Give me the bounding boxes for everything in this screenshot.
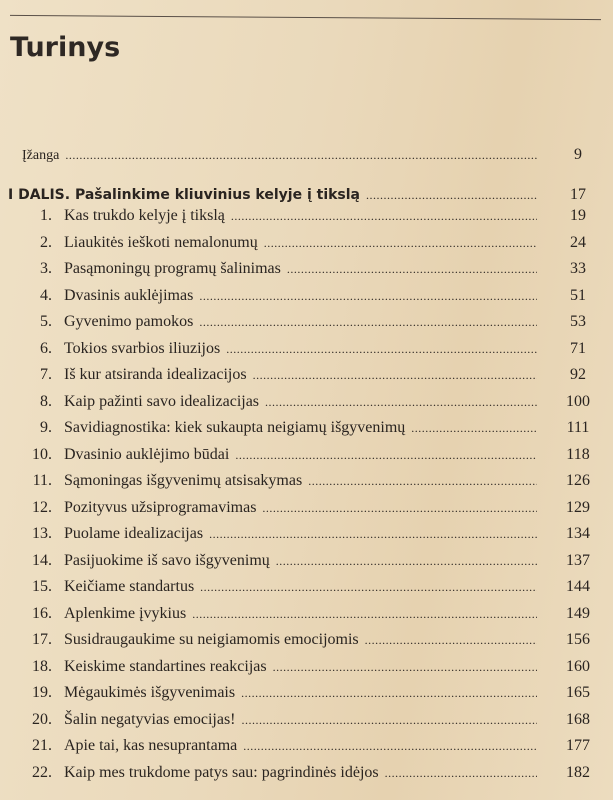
toc-entry-intro [0, 134, 613, 164]
toc-entry [0, 578, 613, 596]
entry-number: 19. [32, 684, 52, 701]
entry-label: Liaukitės ieškoti nemalonumų [64, 233, 258, 251]
toc-entry [0, 764, 613, 782]
entry-number: 14. [32, 551, 52, 569]
dot-leader [366, 186, 537, 204]
entry-number: 17. [32, 631, 52, 648]
entry-number: 22. [32, 763, 52, 781]
toc-entry [0, 313, 613, 331]
entry-number: 4. [40, 286, 52, 304]
entry-page: 129 [566, 498, 590, 516]
toc-entry [0, 419, 613, 437]
entry-label: Apie tai, kas nesuprantama [64, 737, 238, 754]
entry-page: 118 [566, 445, 590, 463]
entry-number: 7. [40, 366, 52, 383]
entry-page: 182 [566, 763, 590, 781]
toc-entry [0, 684, 613, 702]
entry-page: 165 [566, 684, 590, 701]
entry-page: 177 [566, 737, 590, 754]
entry-page: 92 [570, 366, 586, 383]
entry-page: 134 [566, 525, 590, 542]
toc-entry [0, 260, 613, 278]
entry-number: 10. [32, 445, 52, 463]
entry-page: 126 [566, 472, 590, 489]
entry-number: 12. [32, 498, 52, 516]
entry-label: Šalin negatyvias emocijas! [64, 710, 236, 728]
entry-page: 9 [574, 146, 582, 163]
entry-page: 19 [570, 207, 586, 224]
dot-leader [411, 419, 537, 437]
entry-page: 17 [570, 186, 586, 203]
entry-page: 111 [566, 419, 590, 436]
dot-leader [253, 366, 537, 384]
entry-number: 3. [40, 260, 52, 277]
entry-number: 9. [40, 419, 52, 436]
toc-entry [0, 499, 613, 517]
toc-entry [0, 234, 613, 252]
entry-page: 156 [566, 631, 590, 648]
dot-leader [226, 340, 537, 358]
entry-number: 21. [32, 737, 52, 754]
toc-entry [0, 207, 613, 225]
entry-label: Dvasinis auklėjimas [64, 286, 194, 304]
entry-label: Pasijuokime iš savo išgyvenimų [64, 551, 270, 569]
entry-label: Pozityvus užsiprogramavimas [64, 498, 257, 516]
entry-label: Gyvenimo pamokos [64, 313, 194, 330]
dot-leader [273, 658, 537, 676]
dot-leader [287, 260, 537, 278]
entry-label: Savidiagnostika: kiek sukaupta neigiamų išgyvenimų [64, 419, 406, 436]
entry-page: 160 [566, 657, 590, 675]
dot-leader [264, 234, 537, 252]
toc-entry [0, 366, 613, 384]
entry-page: 137 [566, 551, 590, 569]
entry-number: 16. [32, 604, 52, 622]
toc-entry [0, 658, 613, 676]
entry-number: 5. [40, 313, 52, 330]
entry-page: 100 [566, 392, 590, 410]
dot-leader [385, 764, 537, 782]
dot-leader [242, 711, 537, 729]
dot-leader [235, 446, 537, 464]
entry-label: Aplenkime įvykius [64, 604, 187, 622]
entry-label: Įžanga [22, 148, 60, 163]
entry-label: Keičiame standartus [64, 578, 195, 595]
entry-page: 24 [570, 233, 586, 251]
dot-leader [199, 313, 537, 331]
dot-leader [65, 146, 537, 164]
toc-entry [0, 605, 613, 623]
toc-entry [0, 525, 613, 543]
entry-label: Keiskime standartines reakcijas [64, 657, 267, 675]
dot-leader [243, 737, 537, 755]
toc-entry [0, 711, 613, 729]
entry-label: Susidraugaukime su neigiamomis emocijomis [64, 631, 359, 648]
dot-leader [276, 552, 537, 570]
entry-label: Mėgaukimės išgyvenimais [64, 684, 236, 701]
dot-leader [200, 578, 537, 596]
entry-label: Iš kur atsiranda idealizacijos [64, 366, 247, 383]
entry-page: 144 [566, 578, 590, 595]
entry-number: 13. [32, 525, 52, 542]
toc-entry-part [0, 186, 613, 204]
toc-entry [0, 737, 613, 755]
entry-label: Pasąmoningų programų šalinimas [64, 260, 281, 277]
dot-leader [365, 631, 537, 649]
dot-leader [192, 605, 537, 623]
dot-leader [308, 472, 537, 490]
toc-entry [0, 393, 613, 411]
entry-label: Tokios svarbios iliuzijos [64, 339, 221, 357]
entry-label: Sąmoningas išgyvenimų atsisakymas [64, 472, 303, 489]
dot-leader [231, 207, 537, 225]
toc-entry [0, 287, 613, 305]
toc-entry [0, 552, 613, 570]
entry-number: 2. [40, 233, 52, 251]
entry-page: 168 [566, 710, 590, 728]
top-rule [10, 15, 601, 20]
entry-number: 15. [32, 578, 52, 595]
dot-leader [265, 393, 537, 411]
entry-label: Kas trukdo kelyje į tikslą [64, 207, 225, 224]
entry-label: I DALIS. Pašalinkime kliuvinius kelyje į tikslą [8, 187, 361, 203]
entry-page: 33 [570, 260, 586, 277]
toc-entry [0, 340, 613, 358]
dot-leader [262, 499, 537, 517]
entry-number: 11. [32, 472, 52, 489]
entry-page: 53 [570, 313, 586, 330]
entry-page: 51 [570, 286, 586, 304]
entry-number: 8. [40, 392, 52, 410]
dot-leader [209, 525, 537, 543]
toc-entry [0, 472, 613, 490]
entry-number: 6. [40, 339, 52, 357]
entry-page: 71 [570, 339, 586, 357]
entry-label: Dvasinio auklėjimo būdai [64, 445, 230, 463]
entry-label: Kaip pažinti savo idealizacijas [64, 392, 260, 410]
entry-page: 149 [566, 604, 590, 622]
page-title: Turinys [10, 32, 121, 63]
entry-label: Kaip mes trukdome patys sau: pagrindinės idėjos [64, 763, 379, 781]
dot-leader [241, 684, 537, 702]
dot-leader [199, 287, 537, 305]
entry-number: 1. [40, 207, 52, 224]
toc-entry [0, 631, 613, 649]
entry-label: Puolame idealizacijas [64, 525, 204, 542]
entry-number: 18. [32, 657, 52, 675]
entry-number: 20. [32, 710, 52, 728]
toc-entry [0, 446, 613, 464]
